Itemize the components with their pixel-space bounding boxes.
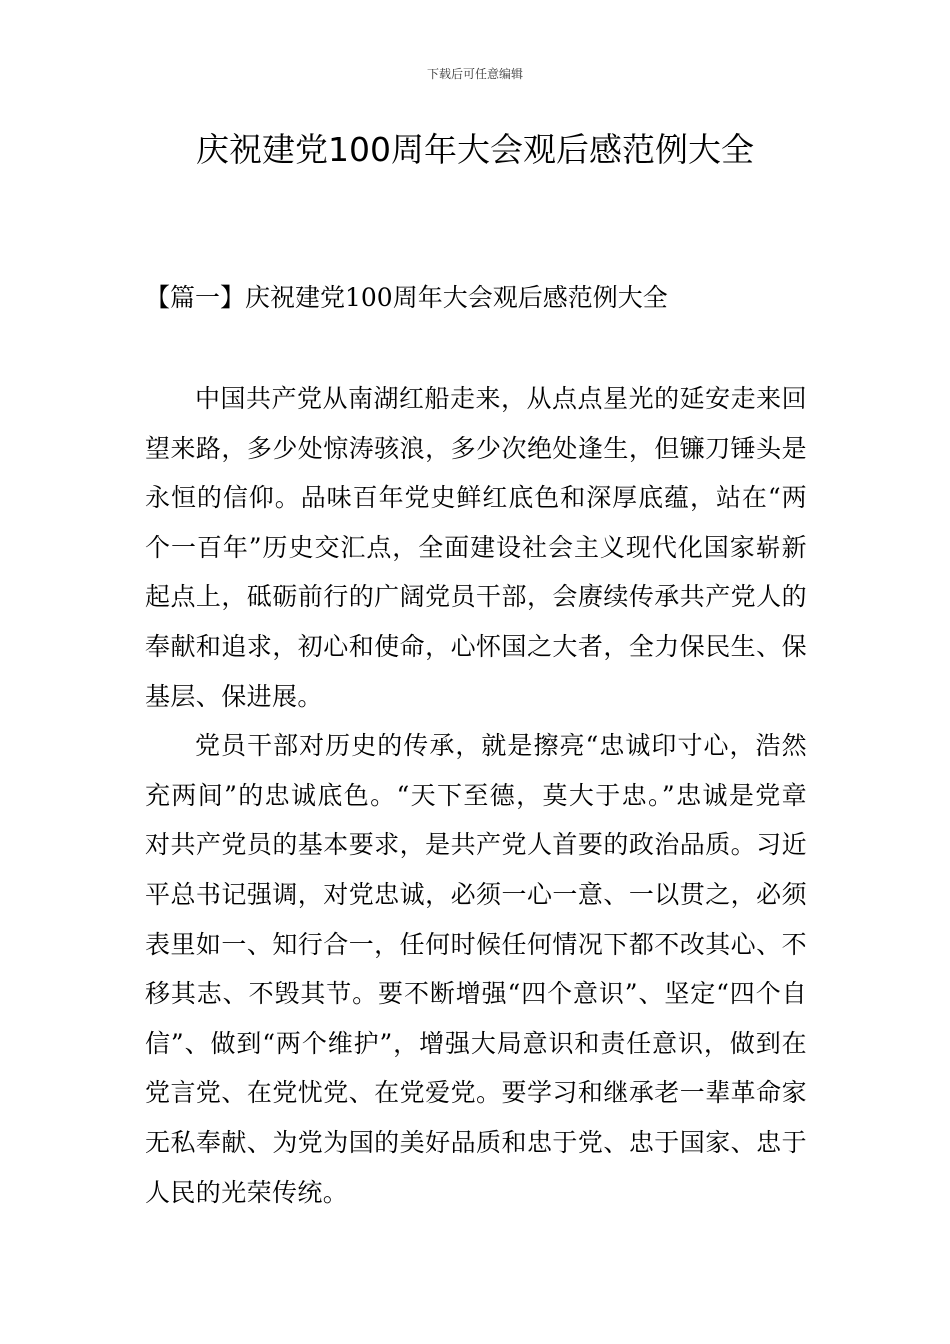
header-note: 下载后可任意编辑 xyxy=(426,67,523,81)
body-text xyxy=(145,374,807,1217)
document-title: 庆祝建党100周年大会观后感范例大全 xyxy=(196,130,754,169)
section-heading: 【篇一】庆祝建党100周年大会观后感范例大全 xyxy=(145,283,668,312)
paragraph-1: 中国共产党从南湖红船走来，从点点星光的延安走来回望来路，多少处惊涛骇浪，多少次绝处逢生，但镰刀锤头是永恒的信仰。品味百年党史鲜红底色和深厚底蕴，站在“两个一百年”历史交汇点，全面建设社会主义现代化国家崭新起点上，砥砺前行的广阔党员干部，会赓续传承共产党人的奉献和追求，初心和使命，心怀国之大者，全力保民生、保基层、保进展。 xyxy=(145,384,807,711)
paragraph-2: 党员干部对历史的传承，就是擦亮“忠诚印寸心，浩然充两间”的忠诚底色。“天下至德，莫大于忠。”忠诚是党章对共产党员的基本要求，是共产党人首要的政治品质。习近平总书记强调，对党忠诚，必须一心一意、一以贯之，必须表里如一、知行合一，任何时候任何情况下都不改其心、不移其志、不毁其节。要不断增强“四个意识”、坚定“四个自信”、做到“两个维护”，增强大局意识和责任意识，做到在党言党、在党忧党、在党爱党。要学习和继承老一辈革命家无私奉献、为党为国的美好品质和忠于党、忠于国家、忠于人民的光荣传统。 xyxy=(145,731,807,1207)
